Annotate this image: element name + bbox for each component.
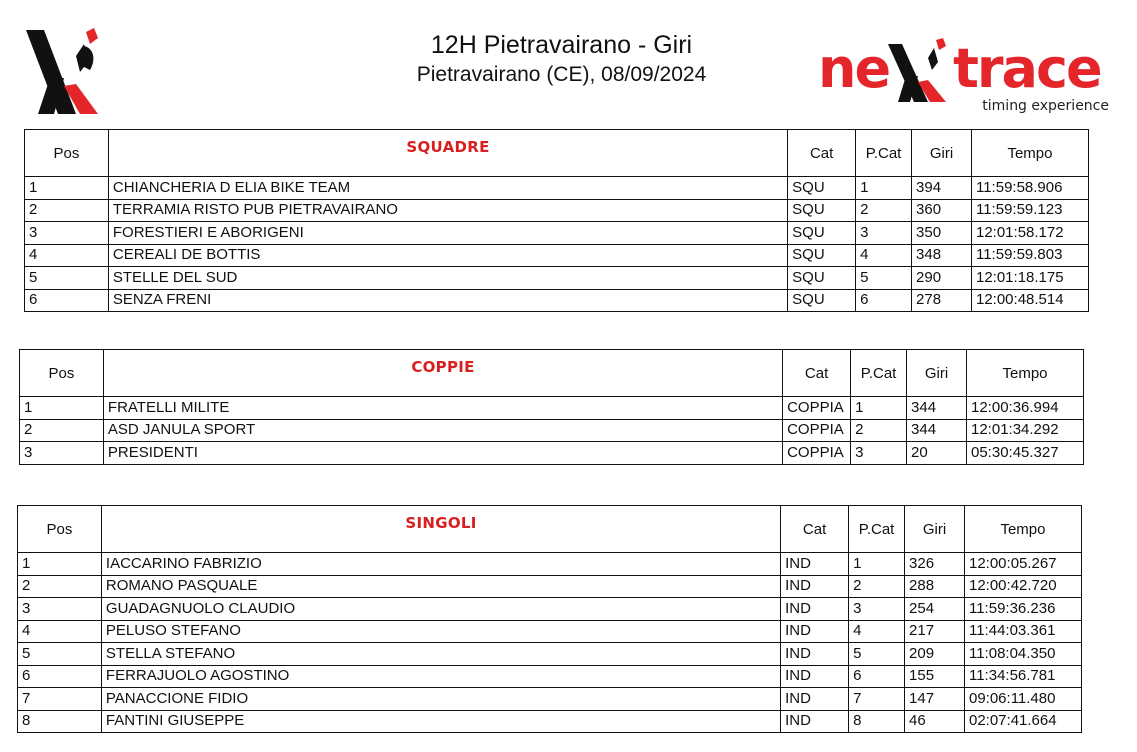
cell-name: CEREALI DE BOTTIS	[108, 244, 787, 267]
col-pcat: P.Cat	[849, 506, 905, 553]
table-row	[20, 419, 1084, 442]
brand-word-left: ne	[818, 37, 890, 100]
cell-name: SENZA FRENI	[108, 289, 787, 312]
cell-name: PANACCIONE FIDIO	[101, 688, 780, 711]
cell-tempo: 12:00:36.994	[967, 397, 1084, 420]
table-row	[25, 244, 1089, 267]
cell-tempo: 11:08:04.350	[964, 643, 1081, 666]
cell-pos: 7	[18, 688, 102, 711]
squadre-table	[24, 129, 1089, 312]
cell-pcat: 3	[849, 598, 905, 621]
table-row	[18, 553, 1082, 576]
brand-wordmark	[818, 34, 1101, 104]
page-title: 12H Pietravairano - Giri	[430, 31, 693, 59]
cell-pcat: 5	[856, 267, 912, 290]
cell-tempo: 11:59:36.236	[964, 598, 1081, 621]
page-subtitle: Pietravairano (CE), 08/09/2024	[416, 63, 707, 86]
col-cat: Cat	[788, 130, 856, 177]
table-row	[25, 289, 1089, 312]
table-row	[18, 620, 1082, 643]
cell-pos: 2	[20, 419, 104, 442]
cell-name: FORESTIERI E ABORIGENI	[108, 222, 787, 245]
cell-giri: 20	[907, 442, 967, 465]
cell-giri: 360	[912, 199, 972, 222]
cell-pos: 2	[25, 199, 109, 222]
cell-tempo: 11:59:59.803	[971, 244, 1088, 267]
cell-name: TERRAMIA RISTO PUB PIETRAVAIRANO	[108, 199, 787, 222]
cell-name: PRESIDENTI	[103, 442, 782, 465]
cell-pos: 4	[25, 244, 109, 267]
table-header-row	[25, 130, 1089, 177]
cell-giri: 290	[912, 267, 972, 290]
cell-pcat: 3	[851, 442, 907, 465]
cell-pcat: 6	[849, 665, 905, 688]
cell-giri: 288	[905, 575, 965, 598]
brand-tagline: timing experience	[982, 98, 1109, 114]
table-row	[18, 575, 1082, 598]
cell-tempo: 11:59:58.906	[971, 177, 1088, 200]
cell-pcat: 8	[849, 710, 905, 733]
col-giri: Giri	[907, 350, 967, 397]
cell-name: ASD JANULA SPORT	[103, 419, 782, 442]
table-header-row	[20, 350, 1084, 397]
cell-name: IACCARINO FABRIZIO	[101, 553, 780, 576]
cell-cat: SQU	[788, 244, 856, 267]
cell-giri: 46	[905, 710, 965, 733]
table-row	[25, 177, 1089, 200]
cell-giri: 348	[912, 244, 972, 267]
cell-giri: 394	[912, 177, 972, 200]
cell-pos: 3	[25, 222, 109, 245]
cell-tempo: 12:01:58.172	[971, 222, 1088, 245]
col-giri: Giri	[905, 506, 965, 553]
cell-pcat: 1	[849, 553, 905, 576]
cell-tempo: 05:30:45.327	[967, 442, 1084, 465]
col-pos: Pos	[18, 506, 102, 553]
cell-name: FANTINI GIUSEPPE	[101, 710, 780, 733]
cell-pos: 2	[18, 575, 102, 598]
section-title-singoli: SINGOLI	[101, 506, 780, 553]
table-row	[20, 397, 1084, 420]
cell-name: FRATELLI MILITE	[103, 397, 782, 420]
cell-name: STELLE DEL SUD	[108, 267, 787, 290]
cell-tempo: 12:00:42.720	[964, 575, 1081, 598]
cell-cat: IND	[781, 710, 849, 733]
cell-tempo: 12:00:05.267	[964, 553, 1081, 576]
cell-giri: 350	[912, 222, 972, 245]
cell-cat: IND	[781, 643, 849, 666]
cell-tempo: 11:44:03.361	[964, 620, 1081, 643]
coppie-table	[19, 349, 1084, 465]
col-tempo: Tempo	[971, 130, 1088, 177]
cell-cat: IND	[781, 575, 849, 598]
table-row	[25, 267, 1089, 290]
col-pcat: P.Cat	[856, 130, 912, 177]
cell-cat: SQU	[788, 199, 856, 222]
cell-cat: IND	[781, 665, 849, 688]
cell-pcat: 4	[856, 244, 912, 267]
cell-name: FERRAJUOLO AGOSTINO	[101, 665, 780, 688]
cell-cat: SQU	[788, 289, 856, 312]
cell-name: PELUSO STEFANO	[101, 620, 780, 643]
table-header-row	[18, 506, 1082, 553]
col-pos: Pos	[25, 130, 109, 177]
cell-pos: 5	[25, 267, 109, 290]
table-row	[25, 199, 1089, 222]
cell-cat: IND	[781, 553, 849, 576]
cell-tempo: 12:01:18.175	[971, 267, 1088, 290]
cell-pos: 1	[20, 397, 104, 420]
cell-name: GUADAGNUOLO CLAUDIO	[101, 598, 780, 621]
table-row	[18, 710, 1082, 733]
cell-tempo: 02:07:41.664	[964, 710, 1081, 733]
cell-pcat: 7	[849, 688, 905, 711]
cell-giri: 209	[905, 643, 965, 666]
col-tempo: Tempo	[967, 350, 1084, 397]
brand-x-icon	[888, 38, 952, 104]
cell-pcat: 4	[849, 620, 905, 643]
cell-cat: IND	[781, 620, 849, 643]
cell-name: ROMANO PASQUALE	[101, 575, 780, 598]
cell-cat: COPPIA	[783, 419, 851, 442]
table-row	[18, 665, 1082, 688]
cell-pcat: 2	[849, 575, 905, 598]
cell-pcat: 2	[851, 419, 907, 442]
cell-tempo: 12:00:48.514	[971, 289, 1088, 312]
section-title-squadre: SQUADRE	[108, 130, 787, 177]
table-row	[25, 222, 1089, 245]
cell-pos: 8	[18, 710, 102, 733]
singoli-table	[17, 505, 1082, 733]
cell-pos: 6	[18, 665, 102, 688]
cell-name: STELLA STEFANO	[101, 643, 780, 666]
table-row	[20, 442, 1084, 465]
cell-pos: 1	[25, 177, 109, 200]
cell-giri: 155	[905, 665, 965, 688]
cell-pcat: 5	[849, 643, 905, 666]
cell-giri: 278	[912, 289, 972, 312]
cell-cat: IND	[781, 598, 849, 621]
cell-giri: 217	[905, 620, 965, 643]
cell-pos: 4	[18, 620, 102, 643]
cell-pos: 3	[18, 598, 102, 621]
table-row	[18, 643, 1082, 666]
cell-cat: COPPIA	[783, 442, 851, 465]
cell-name: CHIANCHERIA D ELIA BIKE TEAM	[108, 177, 787, 200]
cell-tempo: 12:01:34.292	[967, 419, 1084, 442]
cell-cat: SQU	[788, 222, 856, 245]
brand-word-right: trace	[953, 37, 1101, 100]
col-giri: Giri	[912, 130, 972, 177]
cell-giri: 326	[905, 553, 965, 576]
cell-cat: COPPIA	[783, 397, 851, 420]
col-tempo: Tempo	[964, 506, 1081, 553]
cell-giri: 344	[907, 419, 967, 442]
cell-pcat: 2	[856, 199, 912, 222]
cell-pcat: 3	[856, 222, 912, 245]
section-title-coppie: COPPIE	[103, 350, 782, 397]
cell-pos: 3	[20, 442, 104, 465]
cell-giri: 254	[905, 598, 965, 621]
cell-pos: 5	[18, 643, 102, 666]
col-pcat: P.Cat	[851, 350, 907, 397]
nextrace-logo	[818, 34, 1113, 118]
cell-tempo: 09:06:11.480	[964, 688, 1081, 711]
table-row	[18, 688, 1082, 711]
cell-tempo: 11:59:59.123	[971, 199, 1088, 222]
cell-cat: SQU	[788, 177, 856, 200]
table-row	[18, 598, 1082, 621]
cell-cat: SQU	[788, 267, 856, 290]
cell-pcat: 6	[856, 289, 912, 312]
cell-pcat: 1	[851, 397, 907, 420]
col-cat: Cat	[783, 350, 851, 397]
cell-giri: 147	[905, 688, 965, 711]
cell-tempo: 11:34:56.781	[964, 665, 1081, 688]
cell-cat: IND	[781, 688, 849, 711]
col-cat: Cat	[781, 506, 849, 553]
cell-pos: 6	[25, 289, 109, 312]
cell-giri: 344	[907, 397, 967, 420]
cell-pcat: 1	[856, 177, 912, 200]
cell-pos: 1	[18, 553, 102, 576]
col-pos: Pos	[20, 350, 104, 397]
